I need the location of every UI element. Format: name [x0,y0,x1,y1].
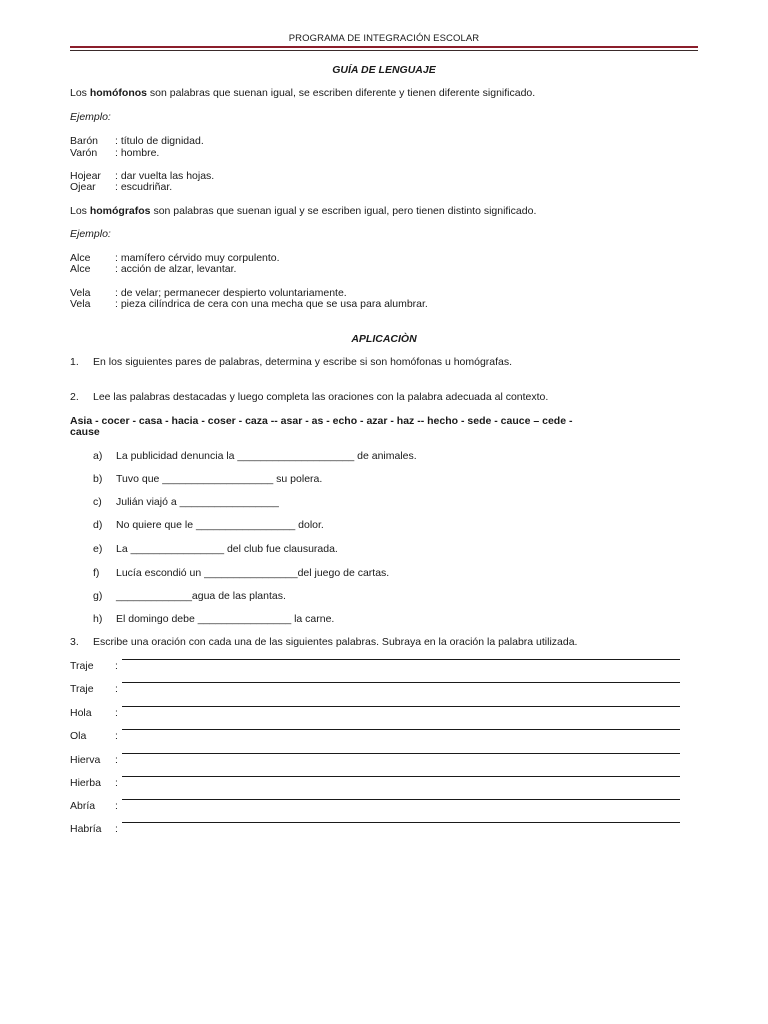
example-term: Alce [70,252,91,264]
option-letter: c) [93,496,102,508]
homografos-intro-post: son palabras que suenan igual y se escriben igual, pero tienen distinto significado. [150,205,537,217]
homografos-definition [70,205,690,217]
example-definition: : acción de alzar, levantar. [115,263,237,275]
word-label: Traje [70,683,94,695]
option-sentence: Julián viajó a _________________ [116,496,279,508]
option-letter: f) [93,567,100,579]
aplicacion-title: APLICACIÒN [351,333,417,345]
word-colon: : [115,800,118,812]
example-term: Barón [70,135,99,147]
example-definition: : mamífero cérvido muy corpulento. [115,252,280,264]
answer-line [122,682,680,683]
question-number: 3. [70,636,79,648]
option-letter: a) [93,450,103,462]
word-label: Hierba [70,777,101,789]
homografos-term: homógrafos [89,205,151,217]
answer-line [122,799,680,800]
page-header: PROGRAMA DE INTEGRACIÓN ESCOLAR [288,33,480,44]
homofonos-definition [70,87,690,99]
option-letter: b) [93,473,103,485]
highlighted-words-line-2: cause [70,426,100,438]
answer-line [122,729,680,730]
option-letter: g) [93,590,103,602]
option-sentence: El domingo debe ________________ la carne. [116,613,335,625]
word-label: Hierva [70,754,101,766]
word-colon: : [115,754,118,766]
question-number: 2. [70,391,79,403]
example-definition: : de velar; permanecer despierto voluntariamente. [115,287,347,299]
option-sentence: La ________________ del club fue clausurada. [116,543,338,555]
word-label: Habría [70,823,102,835]
answer-line [122,753,680,754]
question-2-text: Lee las palabras destacadas y luego completa las oraciones con la palabra adecuada al contexto. [93,391,549,403]
example-term: Hojear [70,170,101,182]
option-letter: e) [93,543,103,555]
question-3-text: Escribe una oración con cada una de las siguientes palabras. Subraya en la oración la palabra utilizada. [93,636,578,648]
example-term: Vela [70,298,91,310]
homografos-example-label: Ejemplo: [70,228,111,240]
option-sentence: Lucía escondió un ________________del juego de cartas. [116,567,390,579]
example-term: Vela [70,287,91,299]
header-rule-red [70,46,698,48]
option-letter: d) [93,519,103,531]
option-sentence: Tuvo que ___________________ su polera. [116,473,323,485]
word-label: Ola [70,730,87,742]
guide-title: GUÍA DE LENGUAJE [332,64,436,76]
example-term: Ojear [70,181,96,193]
answer-line [122,822,680,823]
word-colon: : [115,730,118,742]
example-term: Varón [70,147,98,159]
example-definition: : escudriñar. [115,181,173,193]
option-sentence: _____________agua de las plantas. [116,590,286,602]
word-label: Abría [70,800,96,812]
highlighted-words-line-1: Asia - cocer - casa - hacia - coser - caza -- asar - as - echo - azar - haz -- hecho - sede - cauce – cede - [70,415,573,427]
word-colon: : [115,777,118,789]
answer-line [122,659,680,660]
homofonos-term: homófonos [89,87,148,99]
homofonos-intro-post: son palabras que suenan igual, se escriben diferente y tienen diferente significado. [147,87,536,99]
word-colon: : [115,707,118,719]
header-rule-dark [70,50,698,51]
word-label: Traje [70,660,94,672]
word-colon: : [115,660,118,672]
question-1-text: En los siguientes pares de palabras, determina y escribe si son homófonas u homógrafas. [93,356,513,368]
word-colon: : [115,823,118,835]
example-term: Alce [70,263,91,275]
homografos-intro-pre: Los [70,205,90,217]
example-definition: : pieza cilíndrica de cera con una mecha que se usa para alumbrar. [115,298,428,310]
question-number: 1. [70,356,79,368]
option-sentence: No quiere que le _________________ dolor. [116,519,324,531]
option-letter: h) [93,613,103,625]
example-definition: : título de dignidad. [115,135,204,147]
answer-line [122,706,680,707]
example-definition: : dar vuelta las hojas. [115,170,215,182]
homofonos-intro-pre: Los [70,87,90,99]
option-sentence: La publicidad denuncia la ____________________ de animales. [116,450,417,462]
example-definition: : hombre. [115,147,160,159]
word-colon: : [115,683,118,695]
word-label: Hola [70,707,92,719]
homofonos-example-label: Ejemplo: [70,111,111,123]
answer-line [122,776,680,777]
